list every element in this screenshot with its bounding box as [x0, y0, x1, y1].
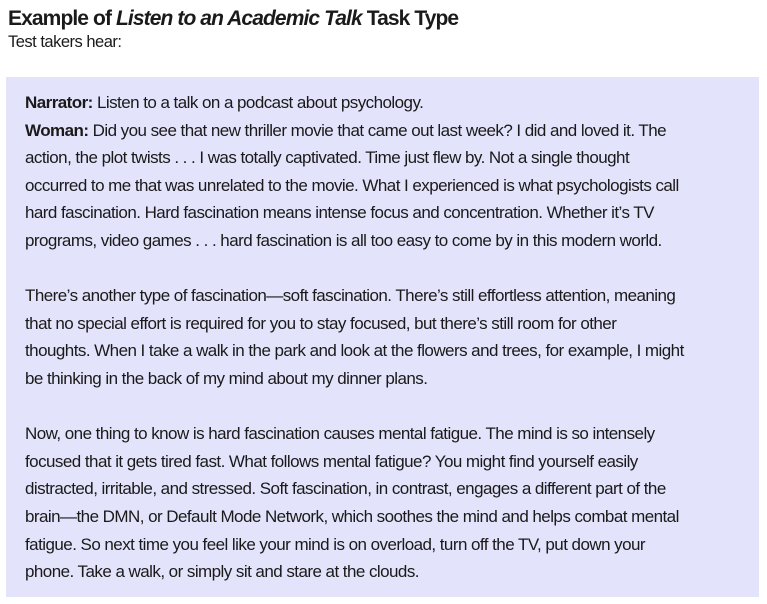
text-line: be thinking in the back of my mind about my dinner plans. [25, 368, 428, 388]
header [8, 6, 759, 53]
subtitle: Test takers hear: [8, 33, 122, 51]
transcript-box [6, 77, 759, 597]
title-task-name: Listen to an Academic Talk [115, 7, 362, 30]
text-line: focused that it gets tired fast. What follows mental fatigue? You might find yourself easily [25, 451, 638, 471]
text-line: phone. Take a walk, or simply sit and stare at the clouds. [25, 562, 419, 582]
text-line: occurred to me that was unrelated to the movie. What I experienced is what psychologists call [25, 175, 679, 195]
transcript-paragraph-3 [25, 420, 745, 586]
text-line: There’s another type of fascination—soft fascination. There’s still effortless attention, meaning [25, 286, 676, 306]
text-line: brain—the DMN, or Default Mode Network, which soothes the mind and helps combat mental [25, 506, 679, 526]
narrator-line [25, 89, 745, 117]
text-line: hard fascination. Hard fascination means intense focus and concentration. Whether it’s TV [25, 203, 654, 223]
text-line: action, the plot twists . . . I was totally captivated. Time just flew by. Not a single thought [25, 148, 630, 168]
woman-first-line: Did you see that new thriller movie that came out last week? I did and loved it. The [88, 120, 666, 140]
title-prefix: Example of [8, 7, 116, 30]
text-line: programs, video games . . . hard fascination is all too easy to come by in this modern world. [25, 230, 662, 250]
transcript-paragraph-1 [25, 89, 745, 255]
title-suffix: Task Type [361, 7, 459, 30]
text-line: thoughts. When I take a walk in the park and look at the flowers and trees, for example, I might [25, 341, 684, 361]
text-line: distracted, irritable, and stressed. Soft fascination, in contrast, engages a different part of the [25, 479, 666, 499]
transcript-paragraph-2 [25, 282, 745, 392]
narrator-label: Narrator: [25, 93, 93, 112]
text-line: fatigue. So next time you feel like your mind is on overload, turn off the TV, put down your [25, 534, 646, 554]
page-title [8, 6, 759, 32]
woman-label: Woman: [25, 120, 89, 140]
narrator-text: Listen to a talk on a podcast about psychology. [92, 93, 424, 112]
text-line: that no special effort is required for you to stay focused, but there’s still room for other [25, 313, 617, 333]
text-line: Now, one thing to know is hard fascination causes mental fatigue. The mind is so intensely [25, 424, 655, 444]
woman-line [25, 117, 745, 145]
